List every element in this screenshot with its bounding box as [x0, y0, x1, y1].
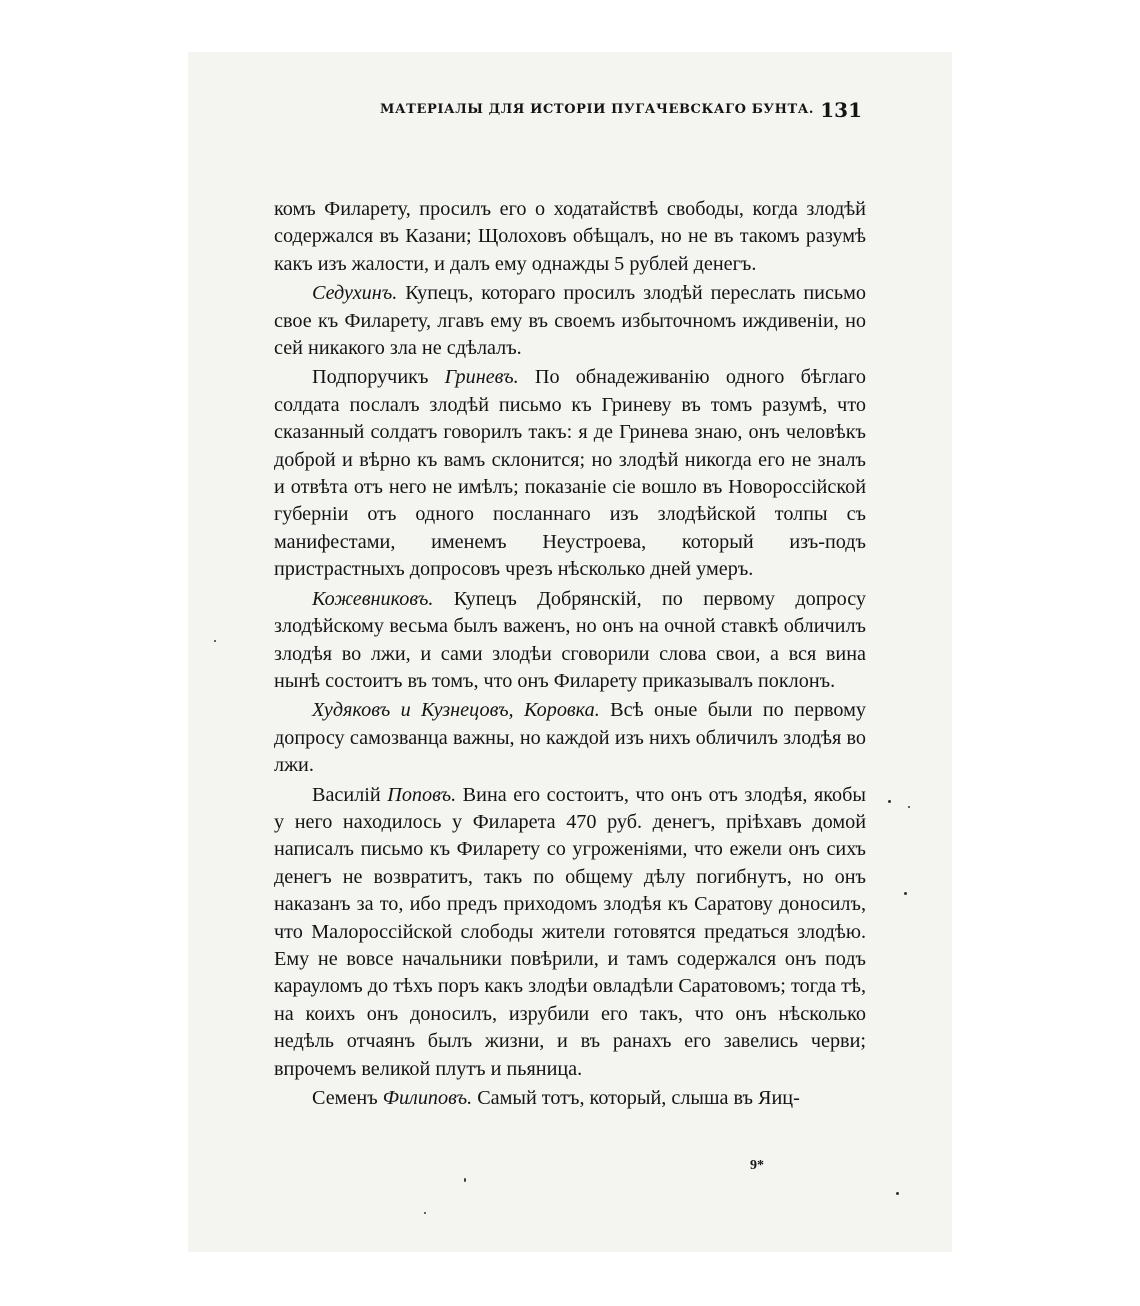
paragraph-4 — [274, 586, 866, 696]
running-title: МАТЕРІАЛЫ ДЛЯ ИСТОРІИ ПУГАЧЕВСКАГО БУНТА. — [380, 102, 815, 117]
person-name: Поповъ. — [387, 783, 457, 806]
paragraph-text: По обнадеживанію одного бѣглаго солдата послалъ злодѣй письмо къ Гриневу въ томъ разумѣ, что сказанный солдатъ говорилъ такъ: я де Гринева знаю, онъ человѣкъ доброй и вѣрно къ вамъ склонится; но злодѣй никогда его не зналъ и отвѣта отъ него не имѣлъ; показаніе сіе вошло въ Новороссійской губерніи отъ одного посланнаго изъ злодѣйской толпы съ манифестами, именемъ Неустроева, который изъ-подъ пристрастныхъ допросовъ чрезъ нѣсколько дней умеръ. — [274, 366, 866, 581]
scan-speck — [424, 1212, 426, 1214]
paragraph-text: Всѣ оные были по первому допросу самозванца важны, но каждой изъ нихъ обличилъ злодѣя во лжи. — [274, 699, 867, 777]
scan-speck — [888, 800, 891, 803]
paragraph-text: комъ Филарету, просилъ его о ходатайствѣ свободы, когда злодѣй содержался въ Казани; Щолоховъ обѣщалъ, но не въ такомъ разумѣ какъ изъ жалости, и далъ ему однажды 5 рублей денегъ. — [274, 198, 866, 275]
paragraph-text: Самый тотъ, который, слыша въ Яиц- — [472, 1087, 800, 1109]
paragraph-5 — [274, 697, 866, 779]
paragraph-6 — [274, 782, 866, 1083]
paragraph-text: Купецъ, котораго просилъ злодѣй переслать письмо свое къ Филарету, лгавъ ему въ своемъ избыточномъ иждивеніи, но сей никакого зла не сдѣлалъ. — [274, 282, 866, 360]
paragraph-3 — [274, 364, 866, 583]
person-name: Худяковъ и Кузнецовъ, Коровка. — [312, 699, 600, 722]
scan-speck — [896, 1192, 899, 1195]
page-header — [188, 98, 868, 122]
paragraph-7 — [274, 1085, 866, 1112]
person-name: Гриневъ. — [444, 366, 519, 389]
paragraph-text: Купецъ Добрянскій, по первому допросу злодѣйскому весьма былъ важенъ, но онъ на очной ставкѣ обличилъ злодѣя во лжи, и сами злодѣи сговорили слова свои, а вся вина нынѣ состоитъ въ томъ, что онъ Филарету приказывалъ поклонъ. — [274, 587, 866, 692]
name-prefix: Семенъ — [312, 1087, 383, 1109]
scan-speck — [908, 806, 910, 808]
paragraph-text: Вина его состоитъ, что онъ отъ злодѣя, якобы у него находилось у Филарета 470 руб. денегъ, пріѣхавъ домой написалъ письмо къ Филарету со угроженіями, что ежели онъ сихъ денегъ не возвратитъ, такъ по общему дѣлу погибнутъ, но онъ наказанъ за то, ибо предъ приходомъ злодѣя къ Саратову доносилъ, что Малороссійской слободы жители готовятся предаться злодѣю. Ему не вовсе начальники повѣрили, и тамъ содержался онъ подъ карауломъ до тѣхъ поръ какъ злодѣи овладѣли Саратовомъ; тогда тѣ, на коихъ онъ доносилъ, изрубили его такъ, что онъ нѣсколько недѣль отчаянъ былъ жизни, и въ ранахъ его завелись черви; впрочемъ великой плутъ и пьяница. — [274, 783, 866, 1080]
scan-speck — [214, 640, 216, 642]
name-prefix: Василій — [312, 783, 388, 806]
scan-speck — [464, 1178, 466, 1182]
page-number: 131 — [820, 98, 862, 122]
person-name: Филиповъ. — [382, 1087, 473, 1109]
name-prefix: Подпоручикъ — [312, 366, 445, 389]
person-name: Кожевниковъ. — [312, 587, 434, 610]
page-body — [274, 196, 866, 1114]
scan-speck — [904, 892, 907, 895]
paragraph-1 — [274, 196, 866, 278]
signature-mark: 9* — [750, 1158, 764, 1173]
person-name: Седухинъ. — [312, 282, 398, 305]
paragraph-2 — [274, 280, 866, 362]
